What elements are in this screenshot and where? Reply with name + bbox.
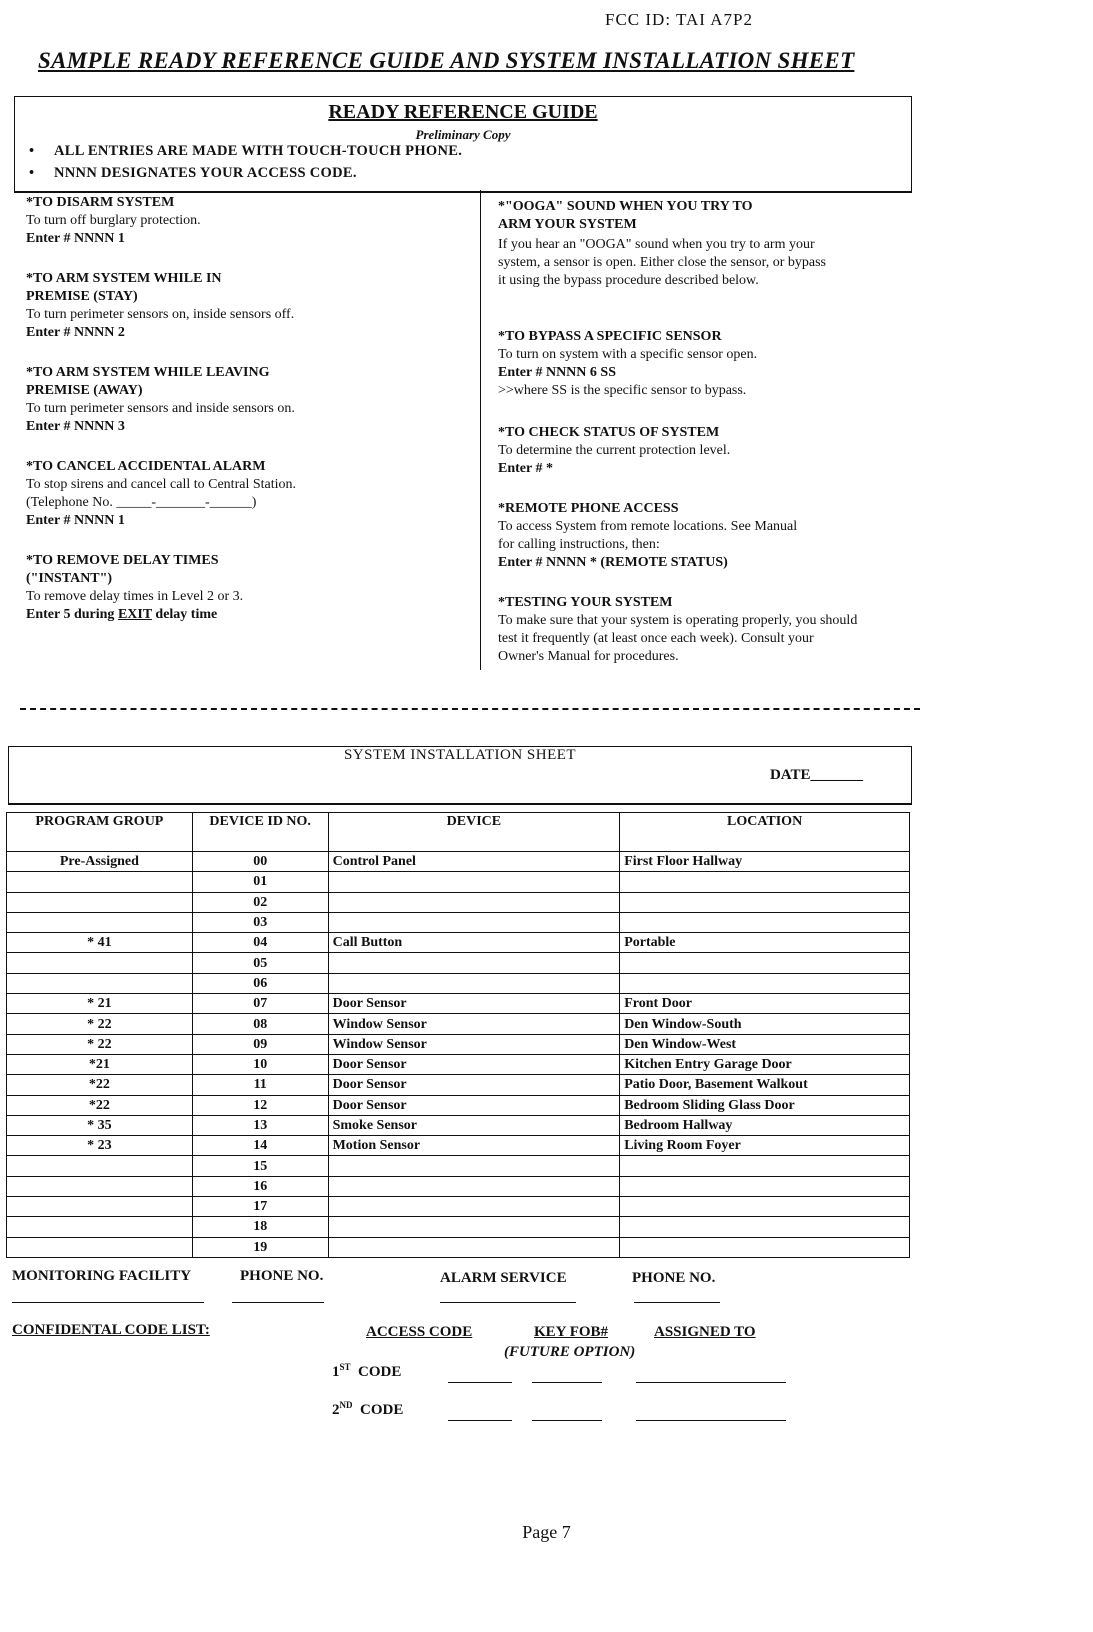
access-code-label: ACCESS CODE xyxy=(366,1324,473,1340)
device-id-cell: 12 xyxy=(192,1095,328,1115)
program-group-cell xyxy=(7,1237,193,1257)
section-enter: Enter # NNNN 3 xyxy=(26,419,125,434)
device-cell xyxy=(328,1237,620,1257)
blank-line xyxy=(12,1302,204,1303)
table-row xyxy=(7,973,910,993)
blank-line xyxy=(636,1420,786,1421)
section-text: To turn off burglary protection. xyxy=(26,213,201,228)
device-id-cell: 18 xyxy=(192,1217,328,1237)
location-cell xyxy=(620,892,910,912)
table-header-row xyxy=(7,813,910,852)
device-cell: Door Sensor xyxy=(328,1095,620,1115)
device-id-cell: 16 xyxy=(192,1176,328,1196)
device-cell: Window Sensor xyxy=(328,1014,620,1034)
table-row xyxy=(7,1075,910,1095)
location-cell: Bedroom Hallway xyxy=(620,1115,910,1135)
program-group-cell: * 22 xyxy=(7,1014,193,1034)
device-cell xyxy=(328,1217,620,1237)
table-row xyxy=(7,1237,910,1257)
device-id-cell: 06 xyxy=(192,973,328,993)
location-cell: Portable xyxy=(620,933,910,953)
location-cell xyxy=(620,973,910,993)
location-cell: Bedroom Sliding Glass Door xyxy=(620,1095,910,1115)
section-bypass xyxy=(498,328,928,400)
device-id-cell: 13 xyxy=(192,1115,328,1135)
table-row xyxy=(7,912,910,932)
bullet-item: • NNNN DESIGNATES YOUR ACCESS CODE. xyxy=(29,165,357,181)
blank-line xyxy=(448,1382,512,1383)
first-code-label: 1ST CODE xyxy=(332,1362,402,1380)
location-cell: Patio Door, Basement Walkout xyxy=(620,1075,910,1095)
section-heading: *REMOTE PHONE ACCESS xyxy=(498,501,679,516)
device-id-cell: 00 xyxy=(192,852,328,872)
table-row xyxy=(7,892,910,912)
section-arm-away xyxy=(26,364,326,400)
device-cell xyxy=(328,1176,620,1196)
device-cell: Door Sensor xyxy=(328,1075,620,1095)
table-row xyxy=(7,1034,910,1054)
column-header: PROGRAM GROUP xyxy=(7,813,193,852)
table-row xyxy=(7,1156,910,1176)
program-group-cell xyxy=(7,953,193,973)
device-id-cell: 01 xyxy=(192,872,328,892)
section-enter: Enter # NNNN * (REMOTE STATUS) xyxy=(498,555,728,570)
location-cell: Living Room Foyer xyxy=(620,1136,910,1156)
section-heading: *TO REMOVE DELAY TIMES ("INSTANT") xyxy=(26,553,219,586)
device-cell xyxy=(328,912,620,932)
table-row xyxy=(7,1115,910,1135)
device-cell xyxy=(328,973,620,993)
cut-line-divider xyxy=(20,708,920,710)
date-field: DATE_______ xyxy=(769,767,863,783)
device-id-cell: 07 xyxy=(192,994,328,1014)
device-cell xyxy=(328,1197,620,1217)
ready-reference-title: READY REFERENCE GUIDE xyxy=(328,101,598,123)
table-row xyxy=(7,1054,910,1074)
installation-sheet-title: SYSTEM INSTALLATION SHEET xyxy=(343,747,577,763)
section-enter: Enter # NNNN 1 xyxy=(26,231,125,246)
section-ooga-body xyxy=(498,236,833,290)
location-cell xyxy=(620,872,910,892)
section-text: To turn perimeter sensors on, inside sensors off. xyxy=(26,307,295,322)
device-cell: Motion Sensor xyxy=(328,1136,620,1156)
blank-line xyxy=(532,1382,602,1383)
table-row xyxy=(7,933,910,953)
ready-reference-subtitle: Preliminary Copy xyxy=(415,127,511,142)
location-cell xyxy=(620,1156,910,1176)
device-cell: Door Sensor xyxy=(328,1054,620,1074)
device-id-cell: 08 xyxy=(192,1014,328,1034)
location-cell xyxy=(620,953,910,973)
section-remove-delay xyxy=(26,552,246,588)
table-row xyxy=(7,1014,910,1034)
section-enter: Enter 5 during EXIT delay time xyxy=(26,607,218,622)
section-heading: *TO ARM SYSTEM WHILE IN PREMISE (STAY) xyxy=(26,271,222,304)
device-cell xyxy=(328,892,620,912)
table-row xyxy=(7,872,910,892)
section-enter: Enter # NNNN 1 xyxy=(26,513,125,528)
location-cell: Kitchen Entry Garage Door xyxy=(620,1054,910,1074)
ready-reference-header xyxy=(14,96,912,193)
blank-line xyxy=(532,1420,602,1421)
table-row xyxy=(7,953,910,973)
telephone-field: (Telephone No. _____-_______-______) xyxy=(26,495,257,510)
section-text: To determine the current protection level. xyxy=(498,443,731,458)
section-heading: *TO BYPASS A SPECIFIC SENSOR xyxy=(498,329,722,344)
location-cell: Front Door xyxy=(620,994,910,1014)
assigned-to-label: ASSIGNED TO xyxy=(654,1324,756,1340)
column-header: DEVICE xyxy=(328,813,620,852)
program-group-cell xyxy=(7,1217,193,1237)
section-remove-delay-body xyxy=(26,588,476,624)
program-group-cell xyxy=(7,872,193,892)
program-group-cell: *21 xyxy=(7,1054,193,1074)
section-text: To turn perimeter sensors and inside sensors on. xyxy=(26,401,295,416)
program-group-cell: * 35 xyxy=(7,1115,193,1135)
future-option-label: (FUTURE OPTION) xyxy=(504,1344,636,1360)
device-id-cell: 15 xyxy=(192,1156,328,1176)
section-arm-away-body xyxy=(26,400,476,436)
section-heading: *TESTING YOUR SYSTEM xyxy=(498,595,673,610)
section-text: To stop sirens and cancel call to Central Station. xyxy=(26,477,297,492)
table-row xyxy=(7,1136,910,1156)
device-id-cell: 02 xyxy=(192,892,328,912)
blank-line xyxy=(232,1302,324,1303)
section-enter: Enter # NNNN 2 xyxy=(26,325,125,340)
location-cell xyxy=(620,1197,910,1217)
program-group-cell: * 21 xyxy=(7,994,193,1014)
location-cell xyxy=(620,912,910,932)
blank-line xyxy=(634,1302,720,1303)
section-heading: *TO ARM SYSTEM WHILE LEAVING PREMISE (AWAY) xyxy=(26,365,270,398)
blank-line xyxy=(636,1382,786,1383)
program-group-cell: * 23 xyxy=(7,1136,193,1156)
section-remote-access xyxy=(498,500,808,572)
device-cell: Window Sensor xyxy=(328,1034,620,1054)
section-text: To make sure that your system is operating properly, you should test it frequently (at least once each week). Consult your Owner's Manual for procedures. xyxy=(498,613,858,664)
device-id-cell: 17 xyxy=(192,1197,328,1217)
section-arm-stay xyxy=(26,270,276,306)
device-cell xyxy=(328,953,620,973)
blank-line xyxy=(448,1420,512,1421)
section-text: If you hear an "OOGA" sound when you try to arm your system, a sensor is open. Either close the sensor, or bypass it using the bypass procedure described below. xyxy=(498,237,826,288)
section-heading: *TO DISARM SYSTEM xyxy=(26,195,175,210)
device-table-body xyxy=(7,852,910,1258)
device-cell xyxy=(328,872,620,892)
section-text: To turn on system with a specific sensor open. xyxy=(498,347,758,362)
device-table xyxy=(6,812,910,1258)
device-cell: Call Button xyxy=(328,933,620,953)
program-group-cell: * 22 xyxy=(7,1034,193,1054)
table-row xyxy=(7,1197,910,1217)
section-ooga xyxy=(498,198,788,234)
table-row xyxy=(7,1217,910,1237)
section-check-status xyxy=(498,424,928,478)
location-cell xyxy=(620,1217,910,1237)
column-header: LOCATION xyxy=(620,813,910,852)
program-group-cell: * 41 xyxy=(7,933,193,953)
section-heading: *TO CANCEL ACCIDENTAL ALARM xyxy=(26,459,266,474)
section-text: To remove delay times in Level 2 or 3. xyxy=(26,589,244,604)
alarm-service-label: ALARM SERVICE xyxy=(440,1270,567,1286)
location-cell xyxy=(620,1176,910,1196)
column-divider xyxy=(480,190,481,670)
section-enter: Enter # * xyxy=(498,461,553,476)
key-fob-label: KEY FOB# xyxy=(534,1324,609,1340)
program-group-cell xyxy=(7,1197,193,1217)
section-text: To access System from remote locations. See Manual for calling instructions, then: xyxy=(498,519,798,552)
table-row xyxy=(7,852,910,872)
device-id-cell: 03 xyxy=(192,912,328,932)
page-number: Page 7 xyxy=(522,1522,571,1542)
section-cancel-alarm xyxy=(26,458,476,530)
phone-label-2: PHONE NO. xyxy=(632,1270,716,1286)
installation-sheet-header xyxy=(8,746,912,805)
section-heading: *TO CHECK STATUS OF SYSTEM xyxy=(498,425,720,440)
section-enter: Enter # NNNN 6 SS xyxy=(498,365,616,380)
section-testing xyxy=(498,594,858,666)
location-cell: Den Window-South xyxy=(620,1014,910,1034)
table-row xyxy=(7,994,910,1014)
device-id-cell: 04 xyxy=(192,933,328,953)
program-group-cell xyxy=(7,912,193,932)
section-note: >>where SS is the specific sensor to bypass. xyxy=(498,383,747,398)
program-group-cell xyxy=(7,1156,193,1176)
section-arm-stay-body xyxy=(26,306,476,342)
second-code-label: 2ND CODE xyxy=(332,1400,404,1418)
table-row xyxy=(7,1176,910,1196)
device-cell: Control Panel xyxy=(328,852,620,872)
location-cell: First Floor Hallway xyxy=(620,852,910,872)
device-id-cell: 11 xyxy=(192,1075,328,1095)
device-id-cell: 14 xyxy=(192,1136,328,1156)
device-id-cell: 05 xyxy=(192,953,328,973)
location-cell xyxy=(620,1237,910,1257)
device-id-cell: 09 xyxy=(192,1034,328,1054)
section-heading: *"OOGA" SOUND WHEN YOU TRY TO ARM YOUR SYSTEM xyxy=(498,199,753,232)
device-id-cell: 10 xyxy=(192,1054,328,1074)
device-id-cell: 19 xyxy=(192,1237,328,1257)
program-group-cell xyxy=(7,892,193,912)
program-group-cell: Pre-Assigned xyxy=(7,852,193,872)
program-group-cell xyxy=(7,1176,193,1196)
program-group-cell: *22 xyxy=(7,1095,193,1115)
page-title: SAMPLE READY REFERENCE GUIDE AND SYSTEM INSTALLATION SHEET xyxy=(38,48,855,73)
monitoring-facility-label: MONITORING FACILITY xyxy=(12,1268,192,1284)
bullet-item: • ALL ENTRIES ARE MADE WITH TOUCH-TOUCH PHONE. xyxy=(29,143,463,159)
fcc-id: FCC ID: TAI A7P2 xyxy=(605,10,753,29)
device-cell: Door Sensor xyxy=(328,994,620,1014)
table-row xyxy=(7,1095,910,1115)
code-list-title: CONFIDENTAL CODE LIST: xyxy=(12,1322,210,1338)
device-cell xyxy=(328,1156,620,1176)
program-group-cell xyxy=(7,973,193,993)
device-cell: Smoke Sensor xyxy=(328,1115,620,1135)
location-cell: Den Window-West xyxy=(620,1034,910,1054)
blank-line xyxy=(440,1302,576,1303)
column-header: DEVICE ID NO. xyxy=(192,813,328,852)
program-group-cell: *22 xyxy=(7,1075,193,1095)
phone-label: PHONE NO. xyxy=(240,1268,324,1284)
section-disarm xyxy=(26,194,466,248)
